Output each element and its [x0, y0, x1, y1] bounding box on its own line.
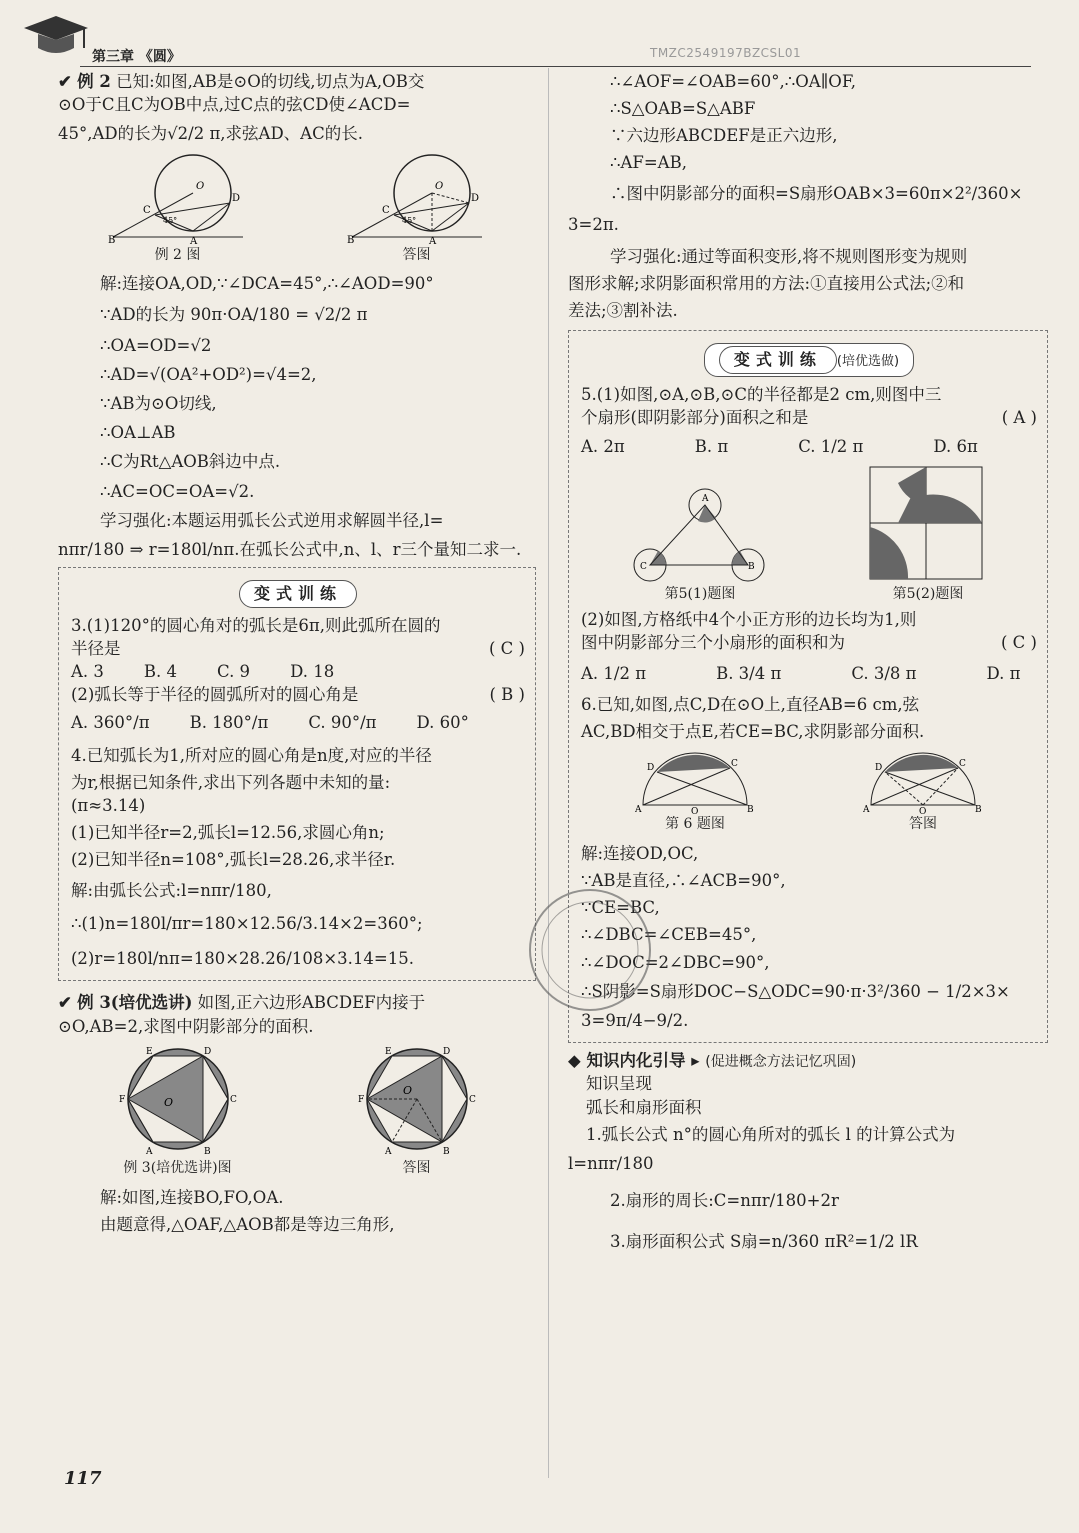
- example3-problem: 如图,正六边形ABCDEF内接于: [197, 993, 426, 1013]
- figure-caption: 第5(1)题图: [664, 585, 736, 602]
- three-circles-triangle-diagram: [630, 485, 770, 585]
- q3-stem: 3.(1)120°的圆心角对的弧长是6π,则此弧所在圆的: [71, 616, 441, 636]
- book-code: TMZC2549197BZCSL01: [650, 46, 802, 60]
- q6-solution: ∵CE=BC,: [581, 898, 660, 918]
- variant-training-title: 变式训练: [71, 580, 525, 608]
- chapter-title: 第三章 《圆》: [92, 49, 181, 65]
- option: A. 1/2 π: [581, 664, 647, 684]
- svg-text:45°: 45°: [401, 216, 416, 226]
- option: C. 1/2 π: [798, 437, 864, 457]
- solution-line: ∴AC=OC=OA=√2.: [100, 481, 255, 501]
- option: A. 360°/π: [71, 712, 150, 732]
- svg-text:O: O: [691, 806, 699, 815]
- svg-text:O: O: [402, 1083, 412, 1097]
- svg-text:O: O: [163, 1095, 173, 1109]
- solution-line: ∴OA⊥AB: [100, 423, 176, 443]
- header-rule: [80, 66, 1031, 67]
- example2-label: 例 2: [77, 72, 111, 91]
- q6-solution: 3=9π/4−9/2.: [581, 1010, 689, 1030]
- graduation-cap-icon: [16, 6, 96, 66]
- q3-stem: 半径是: [71, 639, 121, 659]
- knowledge-item: l=nπr/180: [568, 1153, 654, 1173]
- solution-line: ∴C为Rt△AOB斜边中点.: [100, 452, 281, 472]
- svg-text:E: E: [145, 1046, 153, 1057]
- q6-solution: ∵AB是直径,∴∠ACB=90°,: [581, 871, 786, 891]
- example3-figure: [118, 1044, 238, 1179]
- option: A. 3: [71, 662, 104, 682]
- grid-sectors-diagram: [868, 465, 988, 585]
- knowledge-item: 弧长和扇形面积: [586, 1097, 702, 1117]
- figure-caption: 答图: [402, 1159, 431, 1176]
- continued-solution: ∴S△OAB=S△ABF: [610, 99, 756, 119]
- q3-answer-1: ( C ): [489, 639, 525, 659]
- stamp-seal-icon: [520, 880, 660, 1020]
- variant-training-title: 变式训练 (培优选做): [581, 343, 1037, 377]
- svg-text:C: C: [640, 561, 647, 572]
- q4-stem: 4.已知弧长为1,所对应的圆心角是n度,对应的半径: [71, 745, 432, 765]
- q5-figure-1: [630, 485, 770, 605]
- option: B. 180°/π: [189, 712, 269, 732]
- knowledge-item: 1.弧长公式 n°的圆心角所对的弧长 l 的计算公式为: [586, 1124, 956, 1144]
- q4-stem: (1)已知半径r=2,弧长l=12.56,求圆心角n;: [71, 822, 385, 842]
- hexagon-in-circle-diagram: [118, 1044, 238, 1159]
- q4-stem: 为r,根据已知条件,求出下列各题中未知的量:: [71, 772, 391, 792]
- svg-text:A: A: [384, 1146, 391, 1157]
- q4-stem: (2)已知半径n=108°,弧长l=28.26,求半径r.: [71, 850, 396, 870]
- q5-figure-2: [868, 465, 988, 605]
- option: D. 60°: [416, 712, 469, 732]
- q5-answer-1: ( A ): [1001, 408, 1037, 428]
- svg-text:D: D: [231, 193, 240, 205]
- q4-solution: 解:由弧长公式:l=nπr/180,: [71, 881, 272, 901]
- q3-options-1: [71, 660, 525, 683]
- example2-problem-line: 45°,AD的长为√2/2 π,求弦AD、AC的长.: [58, 124, 363, 144]
- knowledge-item: 2.扇形的周长:C=nπr/180+2r: [610, 1190, 839, 1210]
- continued-solution: ∵六边形ABCDEF是正六边形,: [610, 126, 838, 146]
- q5-stem: 5.(1)如图,⊙A,⊙B,⊙C的半径都是2 cm,则图中三: [581, 385, 942, 405]
- svg-text:C: C: [959, 758, 966, 769]
- svg-text:C: C: [142, 205, 151, 217]
- svg-text:O: O: [434, 181, 443, 193]
- svg-text:B: B: [442, 1146, 450, 1157]
- continued-solution: ∴∠AOF=∠OAB=60°,∴OA∥OF,: [610, 72, 856, 91]
- solution-line: ∴OA=OD=√2: [100, 336, 212, 356]
- svg-text:D: D: [470, 193, 479, 205]
- q5-options-2: [581, 662, 1037, 685]
- continued-solution: 3=2π.: [568, 215, 619, 235]
- q4-stem: (π≈3.14): [71, 795, 146, 815]
- q6-solution: ∴∠DOC=2∠DBC=90°,: [581, 952, 770, 972]
- figure-caption: 答图: [402, 247, 431, 264]
- continued-solution: ∴AF=AB,: [610, 153, 687, 173]
- q6-solution: ∴∠DBC=∠CEB=45°,: [581, 925, 757, 945]
- knowledge-guide-heading: ◆ 知识内化引导 ▸ (促进概念方法记忆巩固): [568, 1050, 857, 1070]
- q6-solution: 解:连接OD,OC,: [581, 844, 699, 864]
- example2-problem-line: 已知:如图,AB是⊙O的切线,切点为A,OB交: [116, 72, 425, 91]
- knowledge-item: 知识呈现: [586, 1074, 652, 1094]
- q6-answer-figure: [863, 750, 983, 835]
- q5-stem-2: (2)如图,方格纸中4个小正方形的边长均为1,则: [581, 610, 917, 630]
- option: C. 90°/π: [308, 712, 377, 732]
- svg-text:F: F: [118, 1094, 125, 1105]
- q4-solution: ∴(1)n=180l/πr=180×12.56/3.14×2=360°;: [71, 914, 423, 934]
- q6-stem: AC,BD相交于点E,若CE=BC,求阴影部分面积.: [581, 722, 925, 742]
- svg-text:A: A: [189, 236, 197, 247]
- solution-line: ∴AD=√(OA²+OD²)=√4=2,: [100, 365, 317, 385]
- figure-caption: 第5(2)题图: [892, 585, 964, 602]
- knowledge-item: 3.扇形面积公式 S扇=n/360 πR²=1/2 lR: [610, 1231, 918, 1251]
- svg-text:B: B: [747, 804, 754, 815]
- example3-solution: 由题意得,△OAF,△AOB都是等边三角形,: [100, 1215, 395, 1235]
- option: D. π: [986, 664, 1021, 684]
- svg-text:B: B: [346, 235, 354, 247]
- continued-solution: ∴图中阴影部分的面积=S扇形OAB×3=60π×2²/360×: [610, 184, 1023, 204]
- circle-tangent-answer-diagram: [347, 151, 487, 246]
- diamond-icon: ◆: [568, 1050, 581, 1070]
- example3-answer-figure: [357, 1044, 477, 1179]
- solution-line: ∵AD的长为 90π·OA/180 = √2/2 π: [100, 304, 368, 324]
- svg-text:A: A: [428, 236, 436, 247]
- circle-tangent-diagram: [108, 151, 248, 246]
- study-note-line: 图形求解;求阴影面积常用的方法:①直接用公式法;②和: [568, 273, 965, 293]
- example3-label: 例 3(培优选讲): [77, 993, 193, 1013]
- option: C. 3/8 π: [851, 664, 917, 684]
- watermark-stamp: [520, 880, 660, 1024]
- q6-solution: ∴S阴影=S扇形DOC−S△ODC=90·π·3²/360 − 1/2×3×: [581, 981, 1010, 1001]
- semicircle-chords-diagram: [635, 750, 755, 815]
- svg-text:C: C: [229, 1094, 237, 1105]
- q3-options-2: [71, 711, 525, 734]
- hexagon-answer-diagram: [357, 1044, 477, 1159]
- q6-figures: [581, 750, 1037, 835]
- option: D. 6π: [933, 437, 978, 457]
- q5-stem-2: 图中阴影部分三个小扇形的面积和为: [581, 633, 845, 653]
- study-note-line: 学习强化:通过等面积变形,将不规则图形变为规则: [610, 246, 968, 266]
- column-divider: [548, 68, 549, 1478]
- option: A. 2π: [581, 437, 625, 457]
- right-column: [568, 70, 1048, 1253]
- study-note-line: 学习强化:本题运用弧长公式逆用求解圆半径,l=: [100, 510, 444, 530]
- q5-options-1: [581, 435, 1037, 458]
- svg-text:B: B: [975, 804, 982, 815]
- option: B. 3/4 π: [716, 664, 782, 684]
- solution-line: 解:连接OA,OD,∵∠DCA=45°,∴∠AOD=90°: [100, 273, 434, 293]
- svg-text:D: D: [875, 762, 883, 773]
- study-note-line: 差法;③割补法.: [568, 300, 678, 320]
- q6-stem: 6.已知,如图,点C,D在⊙O上,直径AB=6 cm,弦: [581, 695, 920, 715]
- figure-caption: 例 3(培优选讲)图: [123, 1159, 232, 1176]
- option: C. 9: [217, 662, 251, 682]
- svg-text:E: E: [384, 1046, 392, 1057]
- page-header: [0, 0, 1079, 66]
- svg-text:C: C: [731, 758, 738, 769]
- svg-text:45°: 45°: [162, 216, 177, 226]
- left-column: [58, 70, 536, 1236]
- svg-text:F: F: [357, 1094, 364, 1105]
- option: B. 4: [143, 662, 178, 682]
- example3-solution: 解:如图,连接BO,FO,OA.: [100, 1188, 284, 1208]
- study-note-line: nπr/180 ⇒ r=180l/nπ.在弧长公式中,n、l、r三个量知二求一.: [58, 539, 522, 559]
- svg-text:O: O: [919, 806, 927, 815]
- figure-caption: 第 6 题图: [665, 815, 725, 832]
- option: D. 18: [290, 662, 335, 682]
- checkmark-icon: ✔: [58, 993, 72, 1013]
- example3-problem: ⊙O,AB=2,求图中阴影部分的面积.: [58, 1016, 314, 1036]
- svg-text:A: A: [863, 804, 870, 815]
- svg-text:B: B: [748, 561, 755, 572]
- example2-figures: [58, 151, 536, 266]
- q3-answer-2: ( B ): [489, 685, 525, 705]
- example2-answer-figure: [347, 151, 487, 266]
- svg-text:B: B: [107, 235, 115, 247]
- svg-text:O: O: [195, 181, 204, 193]
- svg-text:A: A: [635, 804, 642, 815]
- svg-text:D: D: [647, 762, 655, 773]
- page-number: 117: [64, 1468, 102, 1489]
- option: B. π: [694, 437, 729, 457]
- q5-answer-2: ( C ): [1001, 633, 1037, 653]
- semicircle-chords-answer-diagram: [863, 750, 983, 815]
- figure-caption: 例 2 图: [154, 247, 201, 264]
- svg-text:A: A: [702, 493, 709, 504]
- q4-solution: (2)r=180l/nπ=180×28.26/108×3.14=15.: [71, 949, 414, 969]
- q3-stem-2: (2)弧长等于半径的圆弧所对的圆心角是: [71, 685, 359, 705]
- svg-text:C: C: [381, 205, 390, 217]
- solution-line: ∵AB为⊙O切线,: [100, 394, 217, 414]
- svg-text:D: D: [203, 1046, 211, 1057]
- svg-text:D: D: [442, 1046, 450, 1057]
- figure-caption: 答图: [909, 815, 937, 832]
- example2-problem-line: ⊙O于C且C为OB中点,过C点的弦CD使∠ACD=: [58, 95, 411, 115]
- q6-figure: [635, 750, 755, 835]
- example2-figure: [108, 151, 248, 266]
- checkmark-icon: ✔: [58, 72, 72, 91]
- q5-stem: 个扇形(即阴影部分)面积之和是: [581, 408, 809, 428]
- q5-figures: [581, 465, 1037, 605]
- svg-text:A: A: [145, 1146, 152, 1157]
- svg-text:B: B: [203, 1146, 211, 1157]
- example3-figures: [58, 1044, 536, 1179]
- variant-training-box: [58, 567, 536, 982]
- svg-text:C: C: [468, 1094, 476, 1105]
